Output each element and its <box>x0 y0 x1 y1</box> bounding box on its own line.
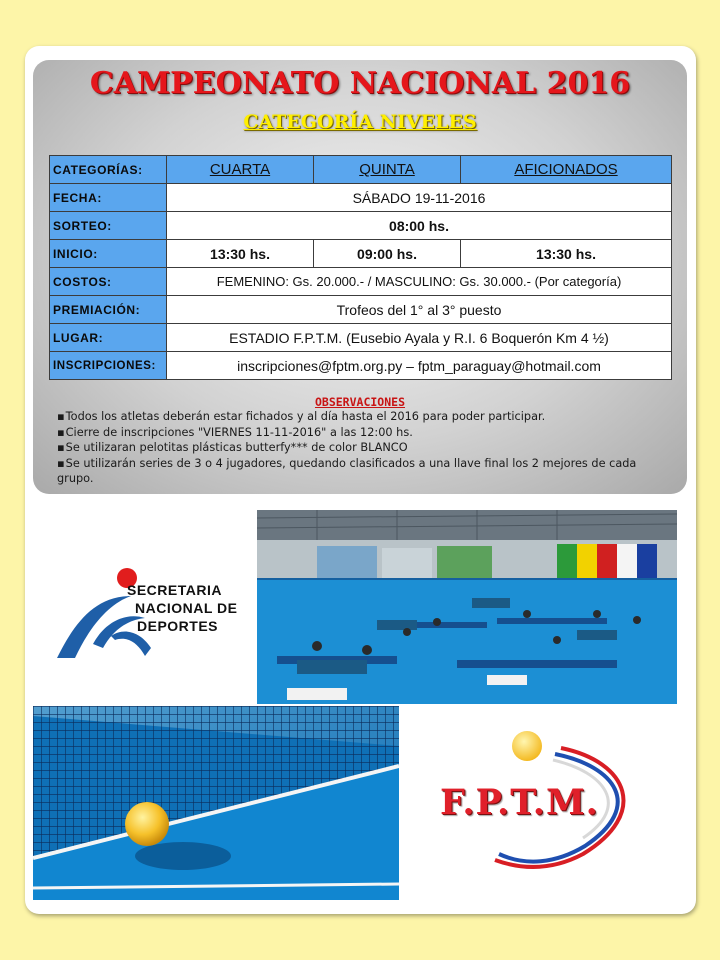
table-row-costos <box>50 268 672 296</box>
sorteo-value: 08:00 hs. <box>167 212 672 240</box>
table-row-lugar <box>50 324 672 352</box>
header-panel <box>33 60 687 494</box>
fecha-value: SÁBADO 19-11-2016 <box>167 184 672 212</box>
secretaria-line-2: NACIONAL DE <box>135 600 238 616</box>
info-table <box>49 155 672 380</box>
label-lugar: LUGAR: <box>50 324 167 352</box>
list-item: ▪ Todos los atletas deberán estar fichados y al día hasta el 2016 para poder participar. <box>57 409 671 425</box>
secretaria-line-1: SECRETARIA <box>127 582 222 598</box>
label-categorias: CATEGORÍAS: <box>50 156 167 184</box>
label-costos: COSTOS: <box>50 268 167 296</box>
list-item: ▪ Cierre de inscripciones "VIERNES 11-11-2016" a las 12:00 hs. <box>57 425 671 441</box>
label-fecha: FECHA: <box>50 184 167 212</box>
flyer-card <box>25 46 696 914</box>
sub-title: CATEGORÍA NIVELES <box>243 111 477 133</box>
main-title: CAMPEONATO NACIONAL 2016 <box>89 66 631 101</box>
secretaria-logo-text <box>127 581 257 635</box>
inicio-cuarta: 13:30 hs. <box>167 240 314 268</box>
costos-value: FEMENINO: Gs. 20.000.- / MASCULINO: Gs. 30.000.- (Por categoría) <box>167 268 672 296</box>
category-aficionados: AFICIONADOS <box>461 156 672 184</box>
lugar-value: ESTADIO F.P.T.M. (Eusebio Ayala y R.I. 6 Boquerón Km 4 ½) <box>167 324 672 352</box>
table-row-fecha <box>50 184 672 212</box>
label-inicio: INICIO: <box>50 240 167 268</box>
premiacion-value: Trofeos del 1° al 3° puesto <box>167 296 672 324</box>
observaciones-title: OBSERVACIONES <box>314 395 405 409</box>
list-item: ▪ Se utilizaran pelotitas plásticas butterfy*** de color BLANCO <box>57 440 671 456</box>
inicio-quinta: 09:00 hs. <box>314 240 461 268</box>
table-row-sorteo <box>50 212 672 240</box>
category-cuarta: CUARTA <box>167 156 314 184</box>
gymnasium-photo <box>257 510 677 704</box>
fptm-logo-text: F.P.T.M. <box>440 782 599 823</box>
label-sorteo: SORTEO: <box>50 212 167 240</box>
table-row-categories <box>50 156 672 184</box>
label-inscripciones: INSCRIPCIONES: <box>50 352 167 380</box>
net-ball-photo <box>33 706 399 900</box>
table-row-inicio <box>50 240 672 268</box>
category-quinta: QUINTA <box>314 156 461 184</box>
list-item: ▪ Se utilizarán series de 3 o 4 jugadores, quedando clasificados a una llave final los 2 mejores de cada grupo. <box>57 456 671 487</box>
secretaria-line-3: DEPORTES <box>137 618 219 634</box>
inscripciones-value: inscripciones@fptm.org.py – fptm_paraguay@hotmail.com <box>167 352 672 380</box>
observaciones-list <box>57 409 671 487</box>
table-row-premiacion <box>50 296 672 324</box>
inicio-aficionados: 13:30 hs. <box>461 240 672 268</box>
label-premiacion: PREMIACIÓN: <box>50 296 167 324</box>
table-row-inscripciones <box>50 352 672 380</box>
